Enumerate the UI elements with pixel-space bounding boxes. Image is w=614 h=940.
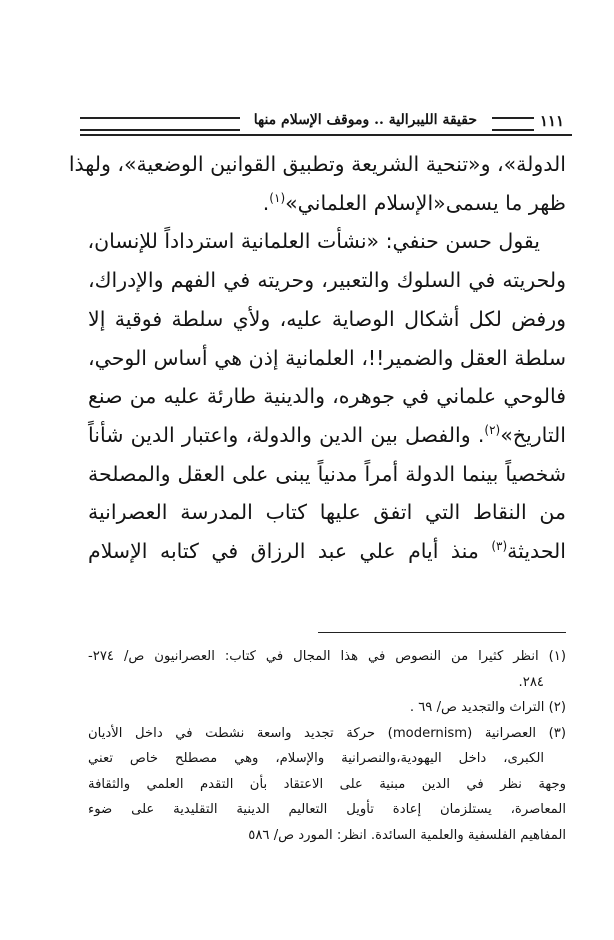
footnote-separator xyxy=(318,632,566,633)
footnote-3-cont: المفاهيم الفلسفية والعلمية السائدة. انظر: المورد ص/ ٥٨٦ xyxy=(248,827,566,843)
text-fragment: ظهر ما يسمى«الإسلام العلماني» xyxy=(285,190,566,215)
footnote-1-cont: ٢٨٤. xyxy=(518,674,544,690)
text-fragment: الحديثة xyxy=(507,539,566,564)
text-line: الدولة»، و«تنحية الشريعة وتطبيق القوانين الوضعية»، ولهذا xyxy=(68,152,566,176)
text-line: ولحريته في السلوك والتعبير، وحريته في الفهم والإدراك، xyxy=(88,268,566,293)
footnote-3-cont: وجهة نظر في الدين مبنية على الاعتقاد بأن التقدم العلمي والثقافة xyxy=(88,776,566,792)
text-line: شخصياً بينما الدولة أمراً مدنياً يبنى على العقل والمصلحة xyxy=(88,461,566,486)
text-fragment: منذ أيام علي عبد الرزاق في كتابه الإسلام xyxy=(88,539,479,564)
text-line: ظهر ما يسمى«الإسلام العلماني»$^{(١)}$. xyxy=(262,190,566,215)
footnote-1: (١) انظر كثيرا من النصوص في هذا المجال في كتاب: العصرانيون ص/ ٢٧٤- xyxy=(88,649,566,664)
text-line: يقول حسن حنفي: «نشأت العلمانية استرداداً للإنسان، xyxy=(87,229,540,254)
footnote-2: (٢) التراث والتجديد ص/ ٦٩ . xyxy=(409,700,566,715)
footnote-ref: (٣) xyxy=(491,539,508,554)
main-text xyxy=(68,145,566,571)
footnote-ref: (١) xyxy=(269,190,286,205)
text-line: فالوحي علماني في جوهره، والدينية طارئة عليه من صنع xyxy=(88,384,566,409)
text-fragment: . والفصل بين الدين والدولة، واعتبار الدين شأناً xyxy=(88,422,485,447)
header-ornament-lines xyxy=(492,117,534,131)
header-rule xyxy=(80,134,572,136)
footnote-3-cont: المعاصرة، يستلزمان إعادة تأويل التعاليم الدينية التقليدية على ضوء xyxy=(88,802,566,817)
footnotes xyxy=(88,644,566,848)
text-line xyxy=(88,532,566,571)
text-line: سلطة العقل والضمير!!، العلمانية إذن هي أساس الوحي، xyxy=(88,345,566,370)
footnote-3: (٣) العصرانية (modernism) حركة تجديد واسعة نشطت في داخل الأديان xyxy=(88,725,566,741)
page-number: ١١١ xyxy=(539,112,564,130)
footnote-3-cont: الكبرى، داخل اليهودية،والنصرانية والإسلام، وهي مصطلح خاص تعني xyxy=(88,751,544,766)
running-header xyxy=(80,112,572,138)
text-fragment: التاريخ» xyxy=(500,422,566,447)
footnote-ref: (٢) xyxy=(484,423,501,438)
header-ornament-lines-long xyxy=(80,117,240,131)
text-line xyxy=(88,416,566,455)
text-line: من النقاط التي اتفق عليها كتاب المدرسة العصرانية xyxy=(88,500,566,525)
text-line: ورفض لكل أشكال الوصاية عليه، ولأي سلطة فوقية إلا xyxy=(88,306,566,331)
running-title: حقيقة الليبرالية .. وموقف الإسلام منها xyxy=(253,112,477,128)
